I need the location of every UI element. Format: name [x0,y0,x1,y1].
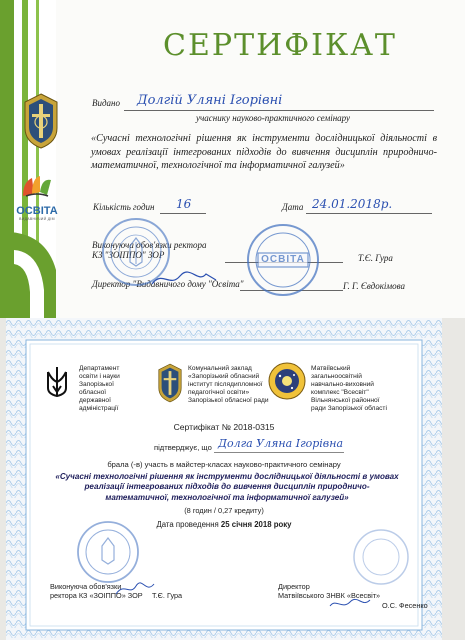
participation-line: брала (-в) участь в майстер-класах науково-практичного семінару [107,460,341,469]
signature-left-name: Т.Є. Гура [152,591,183,600]
brand-subtitle: ВИДАВНИЧИЙ ДІМ [19,217,55,221]
org-department [79,365,120,413]
date-underline [306,213,432,214]
director-signature-scribble [150,268,220,290]
hours-credits: (8 годин / 0,27 кредиту) [184,506,264,515]
rector-title-line2: КЗ "ЗОІППО" ЗОР [92,250,165,260]
director-title: Директор "Видавничого дому "Освіта" [92,279,244,289]
org-institute-line: «Запорізький обласний [188,373,260,380]
osvita-stamp-text: ОСВІТА [261,254,305,265]
topic-line: «Сучасні технологічні рішення як інструменти дослідницької діяльності в умовах [55,472,399,481]
rector-title-line1: Виконуюча обов'язки ректора [92,240,207,250]
org-department-line: Запорізької [79,381,114,388]
osvita-stamp [246,223,320,297]
director-signature-scribble [328,596,372,612]
event-date-label: Дата проведення [156,520,219,529]
seminar-topic: «Сучасні технологічні рішення як інструменти дослідницької діяльності в умовах реалізації інтегрованих підходів до вивчення дисциплін природничо-математичної, технологічної та інформатичної галузей» [91,133,437,171]
seminar-topic [38,472,416,503]
org-institute-line: педагогічної освіти» [188,389,250,396]
org-institute [188,365,269,405]
org-department-line: освіти і науки [79,373,120,380]
org-institute-line: Комунальний заклад [188,365,252,372]
director-name: Г. Г. Євдокімова [343,281,405,291]
participant-line: учаснику науково-практичного семінару [196,113,351,123]
zoippo-seal-stamp [76,520,140,584]
zoippo-emblem-icon [156,362,184,404]
date-label: Дата [282,202,304,212]
green-stripe-decoration [0,0,72,318]
org-school-line: навчально-виховний [311,381,374,388]
recipient-underline [124,110,434,111]
signature-right-name: О.С. Фесенко [382,601,428,610]
recipient-name-handwritten: Долга Уляна Ігорівна [218,437,344,450]
zoippo-emblem-icon [21,92,61,150]
event-date-value: 25 січня 2018 року [220,520,292,529]
signature-right-line: Директор [278,582,310,591]
certificate-number: Сертифікат № 2018-0315 [173,422,275,432]
topic-line: математичної, технологічної та інформатичної галузей» [105,492,349,502]
org-school-line: Матвіївський [311,365,351,372]
hours-underline [160,213,206,214]
org-institute-line: Запорізької обласної ради [188,397,269,404]
date-value: 24.01.2018р. [312,197,393,211]
hours-value: 16 [176,197,192,211]
recipient-label: Видано [92,98,121,108]
org-department-line: адміністрації [79,405,119,412]
org-department-line: обласної [79,389,107,396]
signature-left-line: Виконуюча обов'язки [50,582,122,591]
org-school-line: Вільнянської районної [311,397,380,404]
signature-right-line: Матвіївського ЗНВК «Всесвіт» [278,591,381,601]
hours-label: Кількість годин [93,202,155,212]
rector-name: Т.Є. Гура [358,253,393,263]
org-department-line: державної [79,397,111,404]
org-school-line: ради Запорізької області [311,405,387,412]
rector-signature-scribble [114,580,156,598]
recipient-underline [214,452,344,453]
org-school-line: комплекс "Всесвіт" [311,389,369,396]
org-institute-line: інститут післядипломної [188,381,263,388]
books-icon [20,174,54,198]
vsesvit-school-logo-icon [268,362,306,400]
topic-line: реалізації інтегрованих підходів до вивчення дисциплін природничо- [84,482,370,492]
certificate-master-class [6,318,442,640]
ukraine-coat-of-arms-icon [44,366,70,398]
signature-left-line: ректора КЗ «ЗОІППО» ЗОР [50,591,143,601]
org-school [311,365,387,413]
certificate-title: СЕРТИФІКАТ [163,28,397,63]
osvita-logo [12,174,62,221]
org-department-line: Департамент [79,365,120,372]
org-school-line: загальноосвітній [311,373,362,380]
certificate-osvita [0,0,465,318]
recipient-name-handwritten: Долгій Уляні Ігорівні [137,93,283,108]
director-seal-stamp [352,528,410,586]
confirms-label: підтверджує, що [154,443,212,452]
brand-name: ОСВІТА [16,205,58,217]
